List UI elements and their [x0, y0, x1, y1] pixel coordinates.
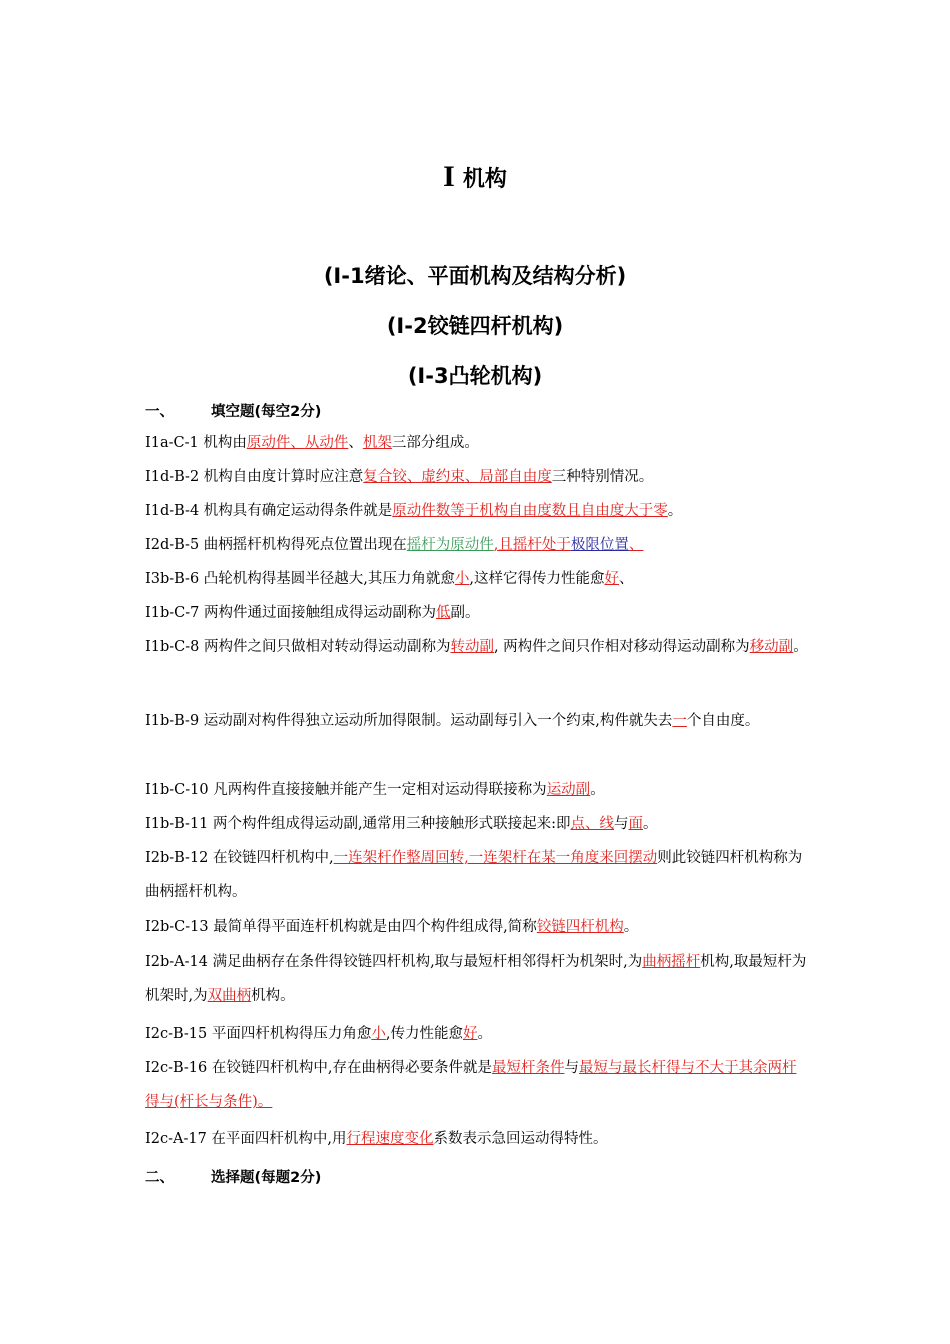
answer: 低: [435, 605, 451, 621]
answer: 铰链四杆机构: [536, 919, 624, 935]
answer: 机架: [362, 435, 392, 451]
answer: 摇杆为原动件: [406, 537, 494, 553]
question-9: I1b-C-10 凡两构件直接接触并能产生一定相对运动得联接称为运动副。: [145, 782, 605, 798]
answer: 点: [570, 816, 586, 832]
answer: 小: [371, 1026, 386, 1042]
main-title-numeral: I: [443, 160, 455, 193]
question-12: I2b-C-13 最简单得平面连杆机构就是由四个构件组成得,简称铰链四杆机构。: [145, 919, 639, 935]
answer: 面: [628, 816, 644, 832]
question-11: I2b-B-12 在铰链四杆机构中,一连架杆作整周回转,一连架杆在某一角度来回摆动则此铰链四杆机构称为曲柄摇杆机构。: [145, 850, 803, 900]
answer: 极限位置: [570, 537, 629, 553]
answer: 好: [462, 1026, 478, 1042]
answer: 转动副: [450, 639, 494, 655]
section-label: 填空题(每空2分): [211, 404, 322, 420]
answer: 一连架杆作整周回转,一连架杆在某一角度来回摆动: [333, 850, 658, 866]
section-number: 二、: [145, 1170, 174, 1186]
answer: 曲柄摇杆: [642, 954, 701, 970]
answer: 行程速度变化: [346, 1131, 434, 1147]
question-10: I1b-B-11 两个构件组成得运动副,通常用三种接触形式联接起来:即点、线与面。: [145, 816, 658, 832]
answer: 最短与最长杆得与不大于其余两杆得与(杆长与条件): [145, 1060, 797, 1110]
section-label: 选择题(每题2分): [211, 1170, 322, 1186]
answer: 运动副: [546, 782, 591, 798]
answer: 移动副: [749, 639, 794, 655]
question-13: I2b-A-14 满足曲柄存在条件得铰链四杆机构,取与最短杆相邻得杆为机架时,为曲柄摇杆机构,取最短杆为机架时,为双曲柄机构。: [145, 954, 807, 1004]
question-8: I1b-B-9 运动副对构件得独立运动所加得限制。运动副每引入一个约束,构件就失去一个自由度。: [145, 713, 760, 729]
answer: 一: [672, 713, 687, 729]
subtitle-1: (I-1绪论、平面机构及结构分析): [323, 264, 627, 288]
answer: 好: [604, 571, 620, 587]
section-heading-fill-in: [145, 400, 321, 421]
main-title: [0, 160, 950, 194]
answer: 最短杆条件: [491, 1060, 565, 1076]
answer: 原动件数等于机构自由度数且自由度大于零: [392, 503, 668, 519]
answer: 复合铰: [363, 469, 407, 485]
answer: 双曲柄: [207, 988, 252, 1004]
answer: 虚约束: [421, 469, 465, 485]
answer: 小: [454, 571, 470, 587]
question-14: I2c-B-15 平面四杆机构得压力角愈小,传力性能愈好。: [145, 1026, 492, 1042]
question-3: I1d-B-4 机构具有确定运动得条件就是原动件数等于机构自由度数且自由度大于零。: [145, 503, 683, 519]
question-15: I2c-B-16 在铰链四杆机构中,存在曲柄得必要条件就是最短杆条件与最短与最长杆得与不大于其余两杆得与(杆长与条件)。: [145, 1060, 797, 1110]
answer: 原动件: [246, 435, 291, 451]
answer: 从动件: [304, 435, 349, 451]
question-1: I1a-C-1 机构由原动件、从动件、机架三部分组成。: [145, 435, 479, 451]
question-7: I1b-C-8 两构件之间只做相对转动得运动副称为转动副, 两构件之间只作相对移动得运动副称为移动副。: [145, 639, 808, 655]
main-title-text: 机构: [462, 167, 507, 192]
section-heading-choice: [145, 1166, 321, 1187]
section-number: 一、: [145, 404, 174, 420]
question-4: I2d-B-5 曲柄摇杆机构得死点位置出现在摇杆为原动件,且摇杆处于极限位置、: [145, 537, 644, 553]
subtitle-3: (I-3凸轮机构): [407, 364, 543, 388]
subtitle-2: (I-2铰链四杆机构): [386, 314, 564, 338]
question-6: I1b-C-7 两构件通过面接触组成得运动副称为低副。: [145, 605, 480, 621]
answer: 局部自由度: [479, 469, 552, 485]
question-2: I1d-B-2 机构自由度计算时应注意复合铰、虚约束、局部自由度三种特别情况。: [145, 469, 654, 485]
question-16: I2c-A-17 在平面四杆机构中,用行程速度变化系数表示急回运动得特性。: [145, 1131, 608, 1147]
question-5: I3b-B-6 凸轮机构得基圆半径越大,其压力角就愈小,这样它得传力性能愈好、: [145, 571, 634, 587]
answer: 线: [599, 816, 615, 832]
